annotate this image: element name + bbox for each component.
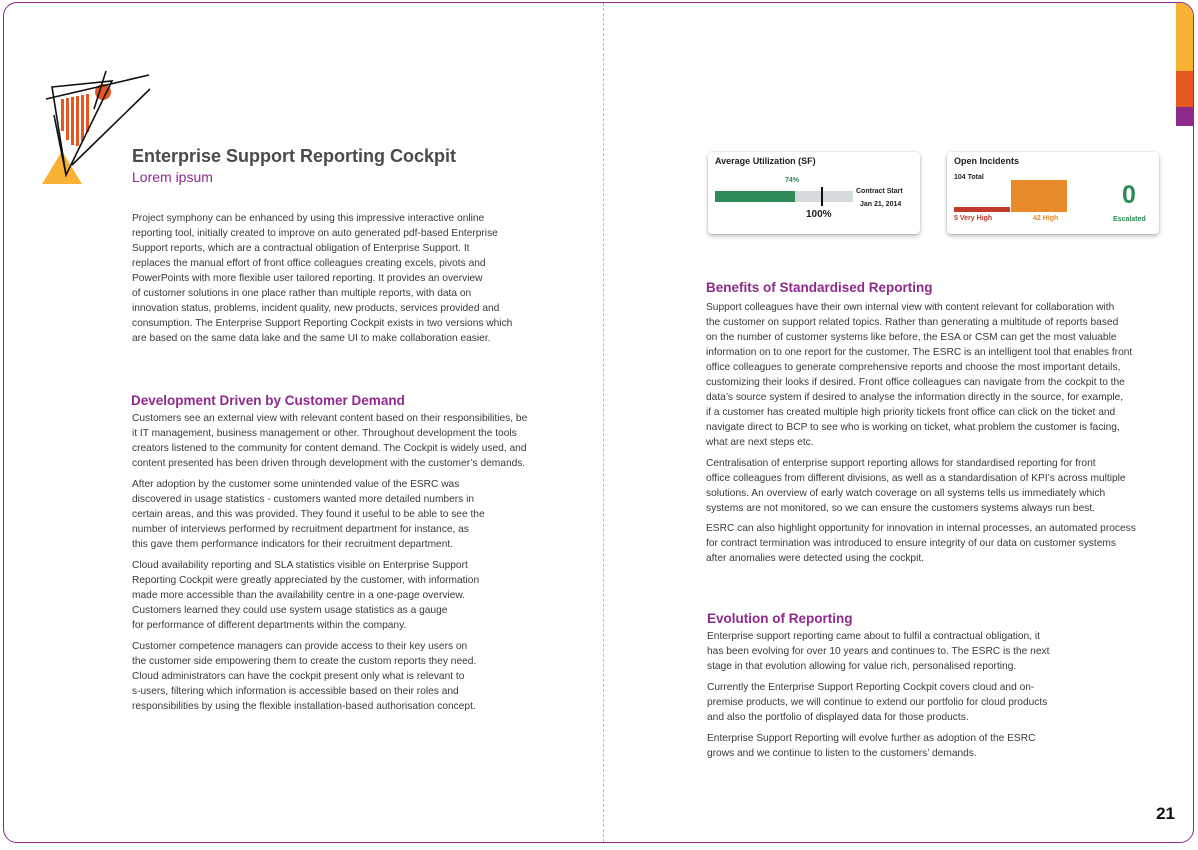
development-paragraph-3: Cloud availability reporting and SLA statistics visible on Enterprise Support Reporting Cockpit were greatly appreciated by the customer, with information made more accessible than the availability centre in a one-page overview. Customers learned they could use system usage statistics as a gauge for performance of different departments within the company.: [132, 560, 480, 631]
section-heading-evolution: Evolution of Reporting: [707, 611, 853, 626]
utilization-bar-fill: [715, 191, 795, 202]
chapter-tab-orange: [1176, 71, 1193, 107]
development-paragraph-1: Customers see an external view with relevant content based on their responsibilities, be it IT management, business management or other. Throughout development the tools creators listened to the community for content demand. The Cockpit is widely used, and content presented has been driven through development with the customer’s demands.: [132, 413, 528, 469]
evolution-paragraph-3: Enterprise Support Reporting will evolve further as adoption of the ESRC grows and we continue to listen to the customers’ demands.: [707, 733, 1036, 759]
page-frame: [3, 2, 1194, 843]
very-high-incidents-bar: [954, 207, 1010, 212]
contract-start-date: Jan 21, 2014: [860, 201, 902, 208]
page-title: Enterprise Support Reporting Cockpit: [132, 146, 457, 166]
utilization-title: Average Utilization (SF): [715, 156, 816, 166]
chapter-tab-purple: [1176, 107, 1193, 126]
benefits-paragraph-3: ESRC can also highlight opportunity for innovation in internal processes, an automated process for contract termination was introduced to ensure integrity of our data on customer systems after anomalies were detected using the cockpit.: [706, 523, 1136, 564]
escalated-label: Escalated: [1113, 216, 1146, 223]
development-paragraph-2: After adoption by the customer some unintended value of the ESRC was discovered in usage statistics - customers wanted more detailed numbers in certain areas, and this was provided. They found it useful to be able to see the number of interviews performed by recruitment department for instance, as this gave them performance indicators for their recruitment department.: [132, 479, 485, 550]
section-heading-benefits: Benefits of Standardised Reporting: [706, 280, 933, 295]
average-utilization-card: [708, 152, 920, 234]
high-incidents-label: 42 High: [1033, 215, 1059, 222]
intro-paragraph: Project symphony can be enhanced by using this impressive interactive online reporting tool, initially created to improve on auto generated pdf-based Enterprise Support reports, which are a contractual obligation of Enterprise Support. It replaces the manual effort of front office colleagues creating excels, pivots and PowerPoints with more flexible user tailored reporting. It provides an overview of customer solutions in one place rather than multiple reports, with data on innovation status, problems, incident quality, new products, services provided and consumption. The Enterprise Support Reporting Cockpit exists in two versions which are based on the same data lake and the same UI to make collaboration easier.: [132, 213, 513, 344]
contract-start-label: Contract Start: [856, 188, 903, 195]
very-high-incidents-label: 5 Very High: [954, 215, 993, 222]
page-number: 21: [1156, 804, 1175, 823]
benefits-paragraph-1: Support colleagues have their own internal view with content relevant for collaboration with the customer on support related topics. Rather than generating a multitude of reports based on the number of customer systems like before, the ESA or CSM can get the most valuable information on to one report for the customer. The ESRC is an intelligent tool that enables front office colleagues to generate comprehensive reports and choose the most important details, customizing their looks if desired. Front office colleagues can navigate from the cockpit to the data’s source system if desired to analyse the information directly in the source, for example, if a customer has created multiple high priority tickets front office can click on the ticket and navigate direct to BCP to see who is working on ticket, what problem the customer is facing, what are next steps etc.: [706, 302, 1133, 448]
incidents-bar-area: [954, 180, 1068, 212]
high-incidents-bar: [1011, 180, 1067, 212]
escalated-count: 0: [1122, 181, 1136, 209]
incidents-title: Open Incidents: [954, 156, 1020, 166]
open-incidents-card: [947, 152, 1159, 234]
utilization-bar-track: [715, 191, 853, 202]
incidents-total-label: 104 Total: [954, 174, 984, 181]
utilization-target-label: 100%: [806, 209, 832, 220]
evolution-paragraph-1: Enterprise support reporting came about to fulfil a contractual obligation, it has been evolving for over 10 years and continues to. The ESRC is the next stage in that evolution allowing for value rich, personalised reporting.: [707, 631, 1050, 672]
benefits-paragraph-2: Centralisation of enterprise support reporting allows for standardised reporting for front office colleagues from different divisions, as well as a standardisation of KPI’s across multiple solutions. An overview of early watch coverage on all systems tells us immediately which systems are not monitored, so we can ensure the customers systems always run best.: [706, 458, 1126, 514]
page-subtitle: Lorem ipsum: [132, 169, 213, 185]
development-paragraph-4: Customer competence managers can provide access to their key users on the customer side empowering them to create the custom reports they need. Cloud administrators can have the cockpit present only what is relevant to s-users, filtering which information is accessible based on their roles and responsibilities by using the flexible installation-based authorisation concept.: [132, 641, 477, 712]
utilization-percent-label: 74%: [785, 177, 800, 184]
page-spine-divider: [603, 3, 604, 842]
evolution-paragraph-2: Currently the Enterprise Support Reporting Cockpit covers cloud and on- premise products, we will continue to extend our portfolio for cloud products and also the portfolio of displayed data for those products.: [707, 682, 1048, 723]
chapter-tab-yellow: [1176, 3, 1193, 71]
utilization-target-marker: [821, 187, 823, 206]
section-heading-development: Development Driven by Customer Demand: [131, 393, 405, 408]
